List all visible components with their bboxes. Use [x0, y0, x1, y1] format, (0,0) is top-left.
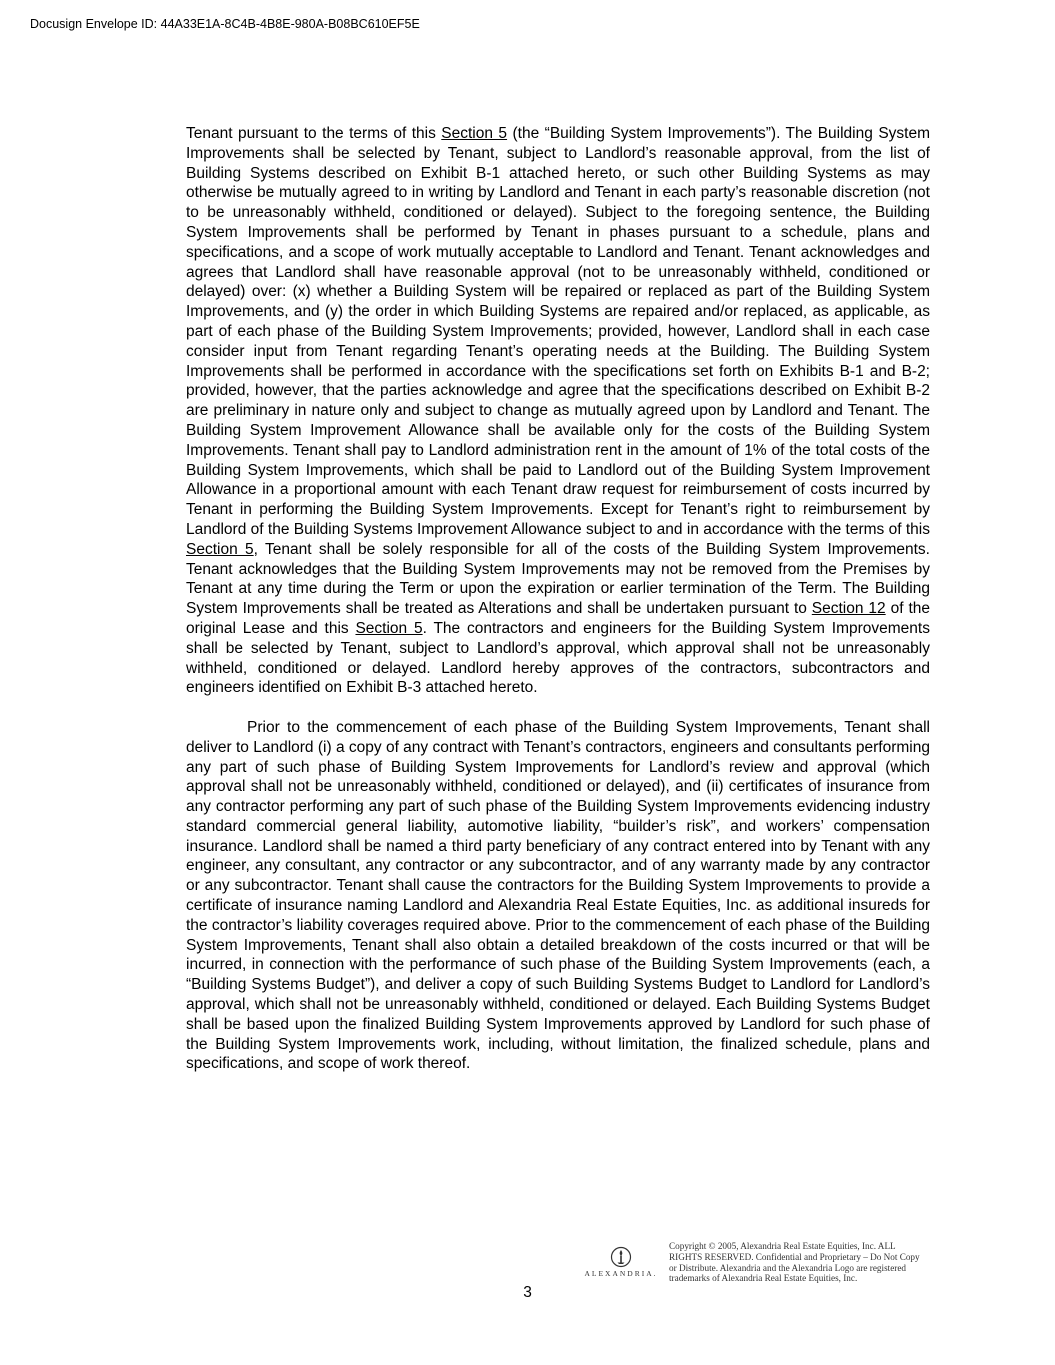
logo-wordmark: ALEXANDRIA. [584, 1269, 658, 1278]
text-segment: . The contractors and engineers for the Building System Improvements shall be selected by Tenant, subject to Landlord’s approval, which approval shall not be unreasonably withheld, conditioned or delayed. Landlord hereby approves of the contractors, subcontractors and engineers identified on Exhibit B-3 attached hereto. [186, 619, 930, 697]
text-segment: (the “Building System Improvements”). The Building System Improvements shall be selected by Tenant, subject to Landlord’s reasonable approval, from the list of Building Systems described on Exhibit B-1 attached hereto, or such other Building Systems as may otherwise be mutually agreed to in writing by Landlord and Tenant in each party’s reasonable discretion (not to be unreasonably withheld, conditioned or delayed). Subject to the foregoing sentence, the Building System Improvements shall be performed by Tenant in phases pursuant to a schedule, plans and specifications, and a scope of work mutually acceptable to Landlord and Tenant. Tenant acknowledges and agrees that Landlord shall have reasonable approval (not to be unreasonably withheld, conditioned or delayed) over: (x) whether a Building System will be repaired or replaced as part of the Building System Improvements, and (y) the order in which Building Systems are repaired and/or replaced, as applicable, as part of each phase of the Building System Improvements; provided, however, Landlord shall in each case consider input from Tenant regarding Tenant’s operating needs at the Building. The Building System Improvements shall be performed in accordance with the specifications set forth on Exhibits B-1 and B-2; provided, however, that the parties acknowledge and agree that the specifications described on Exhibit B-2 are preliminary in nature only and subject to change as mutually agreed upon by Landlord and Tenant. The Building System Improvement Allowance shall be available only for the costs of the Building System Improvements. Tenant shall pay to Landlord administration rent in the amount of 1% of the total costs of the Building System Improvements, which shall be paid to Landlord out of the Building System Improvement Allowance in a proportional amount with each Tenant draw request for reimbursement of costs incurred by Tenant in performing the Building System Improvements. Except for Tenant’s right to reimbursement by Landlord of the Building Systems Improvement Allowance subject to and in accordance with the terms of this [186, 125, 930, 538]
section-reference: Section 5 [441, 125, 508, 142]
document-body [186, 124, 930, 1074]
copyright-notice: Copyright © 2005, Alexandria Real Estate Equities, Inc. ALL RIGHTS RESERVED. Confidential and Proprietary – Do Not Copy or Distribute. Alexandria and the Alexandria Logo are registered trademarks of Alexandria Real Estate Equities, Inc. [669, 1241, 920, 1284]
section-reference: Section 5 [186, 540, 254, 558]
docusign-envelope-id: Docusign Envelope ID: 44A33E1A-8C4B-4B8E-980A-B08BC610EF5E [30, 17, 420, 31]
paragraph-phase-commencement: Prior to the commencement of each phase of the Building System Improvements, Tenant shall deliver to Landlord (i) a copy of any contract with Tenant’s contractors, engineers and consultants performing any part of such phase of Building System Improvements for Landlord’s review and approval (which approval shall not be unreasonably withheld, conditioned or delayed), and (ii) certificates of insurance from any contractor performing any part of such phase of the Building System Improvements evidencing industry standard commercial general liability, automotive liability, “builder’s risk”, and workers’ compensation insurance. Landlord shall be named a third party beneficiary of any contract entered into by Tenant with any engineer, any consultant, any contractor or any subcontractor, and of any warranty made by any contractor or any subcontractor. Tenant shall cause the contractors for the Building System Improvements to provide a certificate of insurance naming Landlord and Alexandria Real Estate Equities, Inc. as additional insureds for the contractor’s liability coverages required above. Prior to the commencement of each phase of the Building System Improvements, Tenant shall also obtain a detailed breakdown of the costs incurred or that will be incurred, in connection with the performance of such phase of the Building System Improvements (each, a “Building Systems Budget”), and deliver a copy of such Building Systems Budget to Landlord for Landlord’s approval, which shall not be unreasonably withheld, conditioned or delayed. Each Building Systems Budget shall be based upon the finalized Building System Improvements approved by Landlord for such phase of the Building System Improvements work, including, without limitation, the finalized schedule, plans and specifications, and scope of work thereof. [186, 718, 930, 1073]
alexandria-logo [580, 1246, 662, 1282]
page-number: 3 [523, 1284, 532, 1301]
torch-emblem-icon [610, 1246, 632, 1268]
paragraph-building-system-improvements [186, 124, 930, 698]
section-reference: Section 12 [811, 600, 886, 618]
section-reference: Section 5 [355, 619, 423, 637]
text-segment: , Tenant shall be solely responsible for all of the costs of the Building System Improvements. Tenant acknowledges that the Building System Improvements may not be removed from the Premises by Tenant at any time during the Term or upon the expiration or earlier termination of the Term. The Building System Improvements shall be treated as Alterations and shall be undertaken pursuant to [186, 540, 930, 618]
text-segment: Tenant pursuant to the terms of this [186, 125, 442, 142]
text-segment: of the original Lease and this [186, 600, 930, 637]
